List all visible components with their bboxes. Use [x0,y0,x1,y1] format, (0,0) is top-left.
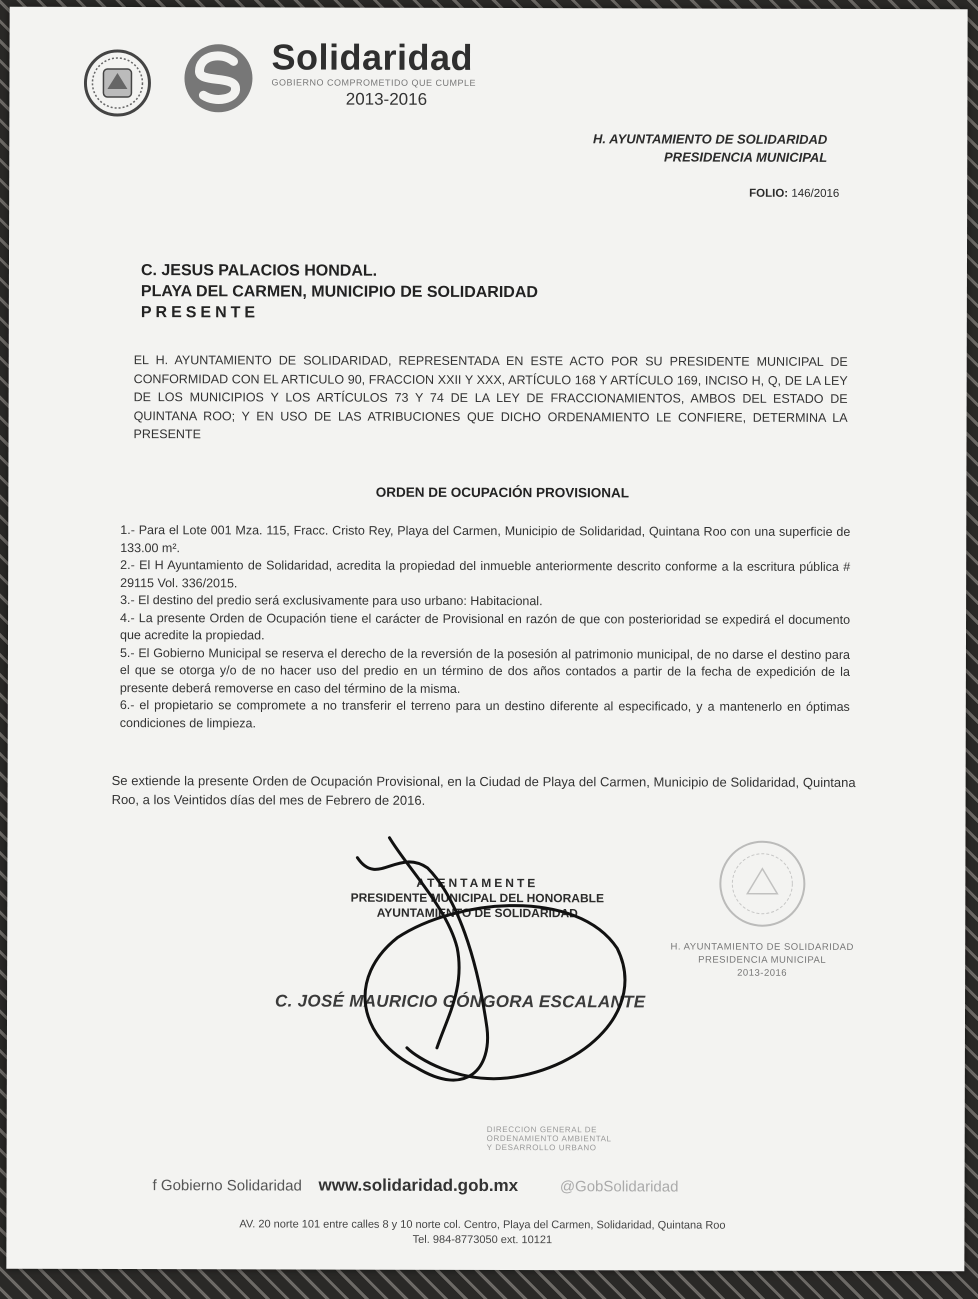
facebook-handle: Gobierno Solidaridad [160,1177,302,1195]
department-line-3: Y DESARROLLO URBANO [486,1143,597,1153]
handwritten-signature-icon [337,828,638,1129]
signer-name: C. JOSÉ MAURICIO GÓNGORA ESCALANTE [275,991,646,1012]
brand-block [271,37,511,110]
intro-paragraph: EL H. AYUNTAMIENTO DE SOLIDARIDAD, REPRESENTADA EN ESTE ACTO POR SU PRESIDENTE MUNICIPAL DE CONFORMIDAD CON EL ARTICULO 90, FRACCION XXII Y XXX, ARTÍCULO 168 Y ARTÍCULO 169, INCISO H, Q, DE LA LEY DE LOS MUNICIPIOS Y LOS ARTÍCULOS 73 Y 74 DE LA LEY DE FRACCIONAMIENTOS, AMBOS DEL ESTADO DE QUINTANA ROO; Y EN USO DE LAS ATRIBUCIONES QUE DICHO ORDENAMIENTO LE CONFIERE, DETERMINA LA PRESENTE [133,353,848,442]
point-item: 1.- Para el Lote 001 Mza. 115, Fracc. Cristo Rey, Playa del Carmen, Municipio de Solidaridad, Quintana Roo con una superficie de 133.00 m². [120,523,851,555]
facebook-icon: f [152,1177,157,1195]
phone-line: Tel. 984-8773050 ext. 10121 [412,1233,553,1247]
office-line-1: H. AYUNTAMIENTO DE SOLIDARIDAD [593,131,828,147]
office-line-2: PRESIDENCIA MUNICIPAL [664,149,828,165]
closing-paragraph: Se extiende la presente Orden de Ocupación Provisional, en la Ciudad de Playa del Carmen, Municipio de Solidaridad, Quintana Roo, a los Veintidos días del mes de Febrero de 2016. [111,773,856,808]
brand-name: Solidaridad [271,36,474,78]
document-page [6,7,967,1272]
brand-years: 2013-2016 [345,89,428,109]
atentamente-label: ATENTAMENTE [416,875,539,891]
addressee-block [141,260,538,324]
website-link[interactable]: www.solidaridad.gob.mx [318,1175,519,1196]
stamp-line-3: 2013-2016 [737,967,788,979]
addressee-location: PLAYA DEL CARMEN, MUNICIPIO DE SOLIDARIDAD [140,283,539,302]
solidaridad-logo-icon [181,41,255,115]
folio [749,188,839,200]
municipal-seal-icon [83,49,151,117]
department-line-1: DIRECCION GENERAL DE [486,1125,598,1135]
point-item: 6.- el propietario se compromete a no transferir el terreno para un destino diferente al especificado, y a mantenerlo en óptimas condiciones de limpieza. [119,698,850,730]
footer-address [142,1217,822,1249]
order-points [120,522,851,734]
folio-label: FOLIO: [749,187,789,200]
point-item: 5.- El Gobierno Municipal se reserva el derecho de la reversión de la posesión al patrimonio municipal, de no darse el destino para el que se otorga y/o de no hacer uso del predio en un término de dos años contados a partir de la fecha de expedición de la presente deberá removerse en caso del término de la misma. [119,645,850,696]
department-line-2: ORDENAMIENTO AMBIENTAL [486,1134,612,1144]
order-title: ORDEN DE OCUPACIÓN PROVISIONAL [375,484,630,501]
point-item: 2.- El H Ayuntamiento de Solidaridad, acredita la propiedad del inmueble anteriormente descrito conforme a la escritura pública # 29115 Vol. 336/2015. [120,558,851,590]
point-item: 3.- El destino del predio será exclusivamente para uso urbano: Habitacional. [120,593,543,609]
signer-title-line-1: PRESIDENTE MUNICIPAL DEL HONORABLE [350,890,605,906]
stamp-line-2: PRESIDENCIA MUNICIPAL [698,954,827,966]
footer-links [153,1175,873,1197]
office-stamp [647,940,877,980]
stamp-line-1: H. AYUNTAMIENTO DE SOLIDARIDAD [670,941,854,953]
brand-tagline: GOBIERNO COMPROMETIDO QUE CUMPLE [271,77,476,88]
folio-value: 146/2016 [791,187,840,200]
point-item: 4.- La presente Orden de Ocupación tiene el carácter de Provisional en razón de que con posterioridad se expedirá el documento que acredite la propiedad. [119,610,851,643]
addressee-presente: PRESENTE [140,304,260,322]
office-heading [593,130,827,167]
department-stamp [487,1125,612,1152]
addressee-name: C. JESUS PALACIOS HONDAL. [140,262,378,280]
signer-title-line-2: AYUNTAMIENTO DE SOLIDARIDAD [376,905,578,921]
address-line: AV. 20 norte 101 entre calles 8 y 10 norte col. Centro, Playa del Carmen, Solidaridad, Quintana Roo [239,1218,726,1232]
twitter-handle: @GobSolidaridad [559,1178,679,1196]
official-stamp-seal-icon [717,839,807,929]
